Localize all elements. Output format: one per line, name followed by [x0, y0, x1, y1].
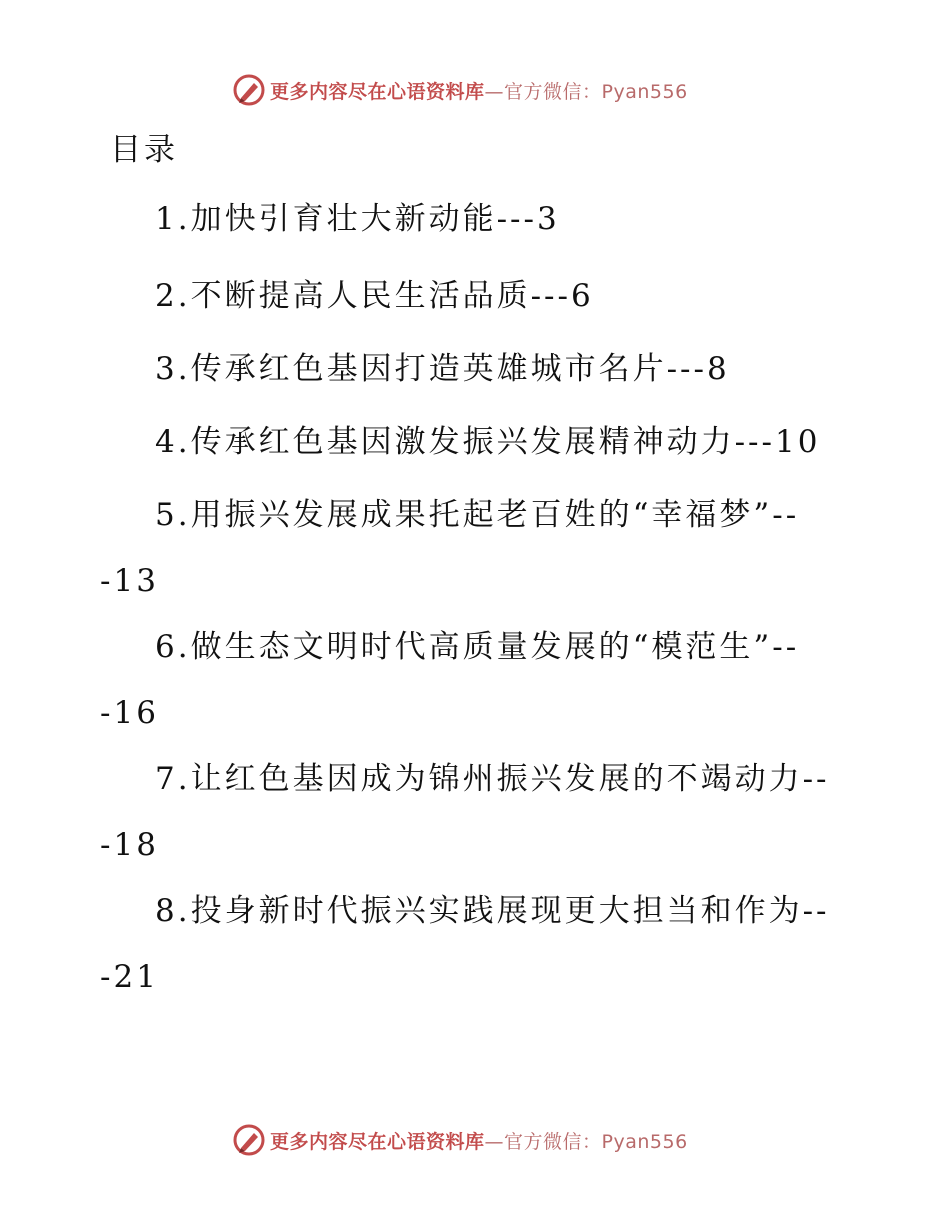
- watermark-text: 更多内容尽在心语资料库—官方微信：Pyan556: [270, 80, 688, 103]
- toc-item-3: 3.传承红色基因打造英雄城市名片---8: [155, 351, 730, 387]
- toc-item-4: 4.传承红色基因激发振兴发展精神动力---10: [155, 424, 821, 460]
- pen-logo-icon: [232, 73, 266, 107]
- footer-watermark: [232, 1120, 688, 1160]
- toc-item-8: 8.投身新时代振兴实践展现更大担当和作为---21: [100, 893, 830, 995]
- watermark-text: 更多内容尽在心语资料库—官方微信：Pyan556: [270, 1130, 688, 1153]
- pen-logo-icon: [232, 1123, 266, 1157]
- header-watermark: [232, 70, 688, 110]
- toc-item-2: 2.不断提高人民生活品质---6: [155, 278, 594, 314]
- toc-item-6: 6.做生态文明时代高质量发展的“模范生”---16: [100, 629, 800, 731]
- toc-item-5: 5.用振兴发展成果托起老百姓的“幸福梦”---13: [100, 497, 800, 599]
- toc-heading: 目录: [110, 132, 178, 168]
- toc-item-1: 1.加快引育壮大新动能---3: [155, 201, 560, 237]
- toc-item-7: 7.让红色基因成为锦州振兴发展的不竭动力---18: [100, 761, 830, 863]
